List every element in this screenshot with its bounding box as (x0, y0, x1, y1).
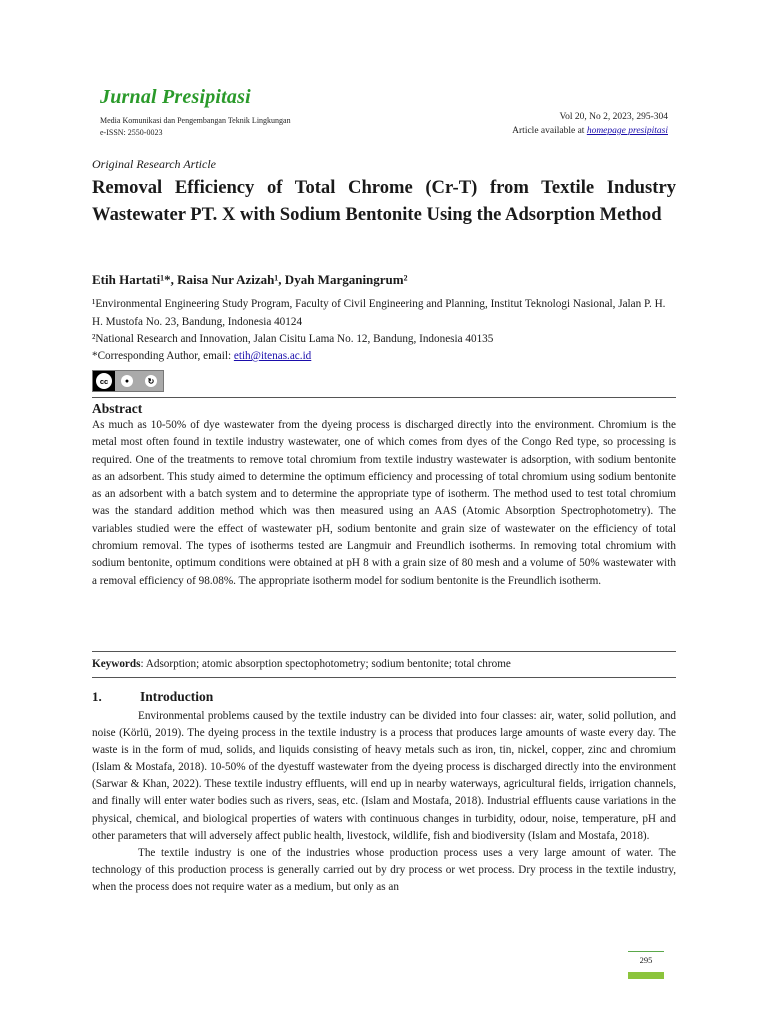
journal-eissn: e-ISSN: 2550-0023 (100, 128, 163, 137)
affiliation-2: ²National Research and Innovation, Jalan Cisitu Lama No. 12, Bandung, Indonesia 40135 (92, 333, 494, 345)
keywords-bottom-rule (92, 677, 676, 678)
email-link[interactable]: etih@itenas.ac.id (233, 350, 312, 362)
abstract-text: As much as 10-50% of dye wastewater from the dyeing process is discharged directly into the environment. Chromium is the metal most often found in textile industry wastewater, one of which comes from dyes of the Congo Red type, so processing is required. One of the treatments to remove total chromium from textile industry wastewater is adsorption, with sodium bentonite as an adsorbent. This study aimed to determine the optimum efficiency and processing of total chromium using sodium bentonite as an adsorbent with a batch system and to determine the appropriate type of isotherm. The method used to test total chromium was the standard addition method which was then measured using an AAS (Atomic Absorption Spectrophotometry). The variables studied were the effect of wastewater pH, sodium bentonite and grain size of wastewater on the efficiency of total chromium removal. The types of isotherms tested are Langmuir and Freundlich isotherms. In removing total chromium with sodium bentonite, optimum conditions were obtained at pH 8 with a grain size of 80 mesh and a volume of 50% wastewater with a removal efficiency of 98.08%. The appropriate isotherm model for sodium bentonite is the Freundlich isotherm. (92, 419, 676, 587)
article-title: Removal Efficiency of Total Chrome (Cr-T) from Textile Industry Wastewater PT. X with Sodium Bentonite Using the Adsorption Method (92, 177, 676, 225)
abstract-heading: Abstract (92, 401, 143, 416)
abstract-top-rule (92, 397, 676, 398)
keywords-line (92, 658, 676, 670)
introduction-body (92, 708, 676, 896)
section-title: Introduction (140, 689, 214, 704)
page-number-bar (628, 972, 664, 979)
affiliation-1: ¹Environmental Engineering Study Program, Faculty of Civil Engineering and Planning, Institut Teknologi Nasional, Jalan P. H. H. Mustofa No. 23, Bandung, Indonesia 40124 (92, 298, 666, 328)
availability-prefix: Article available at (512, 126, 587, 136)
license-terms (115, 371, 163, 391)
page-number: 295 (639, 955, 653, 965)
keywords-values: : Adsorption; atomic absorption spectophotometry; sodium bentonite; total chrome (140, 658, 511, 670)
page-number-rule (628, 951, 664, 952)
corresponding-prefix: *Corresponding Author, email: (92, 350, 234, 362)
corresponding-author (92, 347, 676, 365)
section-number: 1. (92, 689, 102, 704)
journal-title: Jurnal Presipitasi (100, 86, 251, 108)
availability-line (512, 126, 668, 136)
keywords-label: Keywords (92, 658, 141, 670)
cc-license-badge[interactable] (92, 370, 164, 392)
journal-subtitle: Media Komunikasi dan Pengembangan Teknik Lingkungan (100, 116, 291, 125)
volume-info: Vol 20, No 2, 2023, 295-304 (559, 112, 668, 122)
sa-icon: ↻ (145, 375, 157, 387)
by-icon: ● (121, 375, 133, 387)
cc-icon: cc (96, 373, 112, 389)
keywords-top-rule (92, 651, 676, 652)
article-type: Original Research Article (92, 157, 216, 171)
introduction-paragraph-1: Environmental problems caused by the textile industry can be divided into four classes: air, water, solid pollution, and noise (Körlü, 2019). The dyeing process in the textile industry is a process that produces large amounts of waste every day. The waste is in the form of mud, solids, and liquids consisting of heavy metals such as iron, tin, nickel, copper, zinc and chromium (Islam & Mostafa, 2018). 10-50% of the dyestuff wastewater from the dyeing process is discharged directly into the environment (Sarwar & Khan, 2022). These textile industry effluents, will end up in nearby waterways, agricultural fields, irrigation channels, and finally will enter water bodies such as rivers, seas, etc. (Islam and Mostafa, 2018). Industrial effluents cause variations in the physical, chemical, and biological properties of waters with continuous changes in turbidity, odour, noise, temperature, pH and other parameters that will adversely affect public health, livestock, wildlife, fish and biodiversity (Islam and Mostafa, 2018). (92, 710, 676, 842)
introduction-paragraph-2: The textile industry is one of the industries whose production process uses a very large amount of water. The technology of this production process is generally carried out by dry process or wet process. Dry process in the textile industry, when the process does not require water as a medium, but only as an (92, 846, 676, 893)
author-list: Etih Hartati¹*, Raisa Nur Azizah¹, Dyah Marganingrum² (92, 272, 408, 287)
homepage-link[interactable]: homepage presipitasi (586, 126, 668, 136)
